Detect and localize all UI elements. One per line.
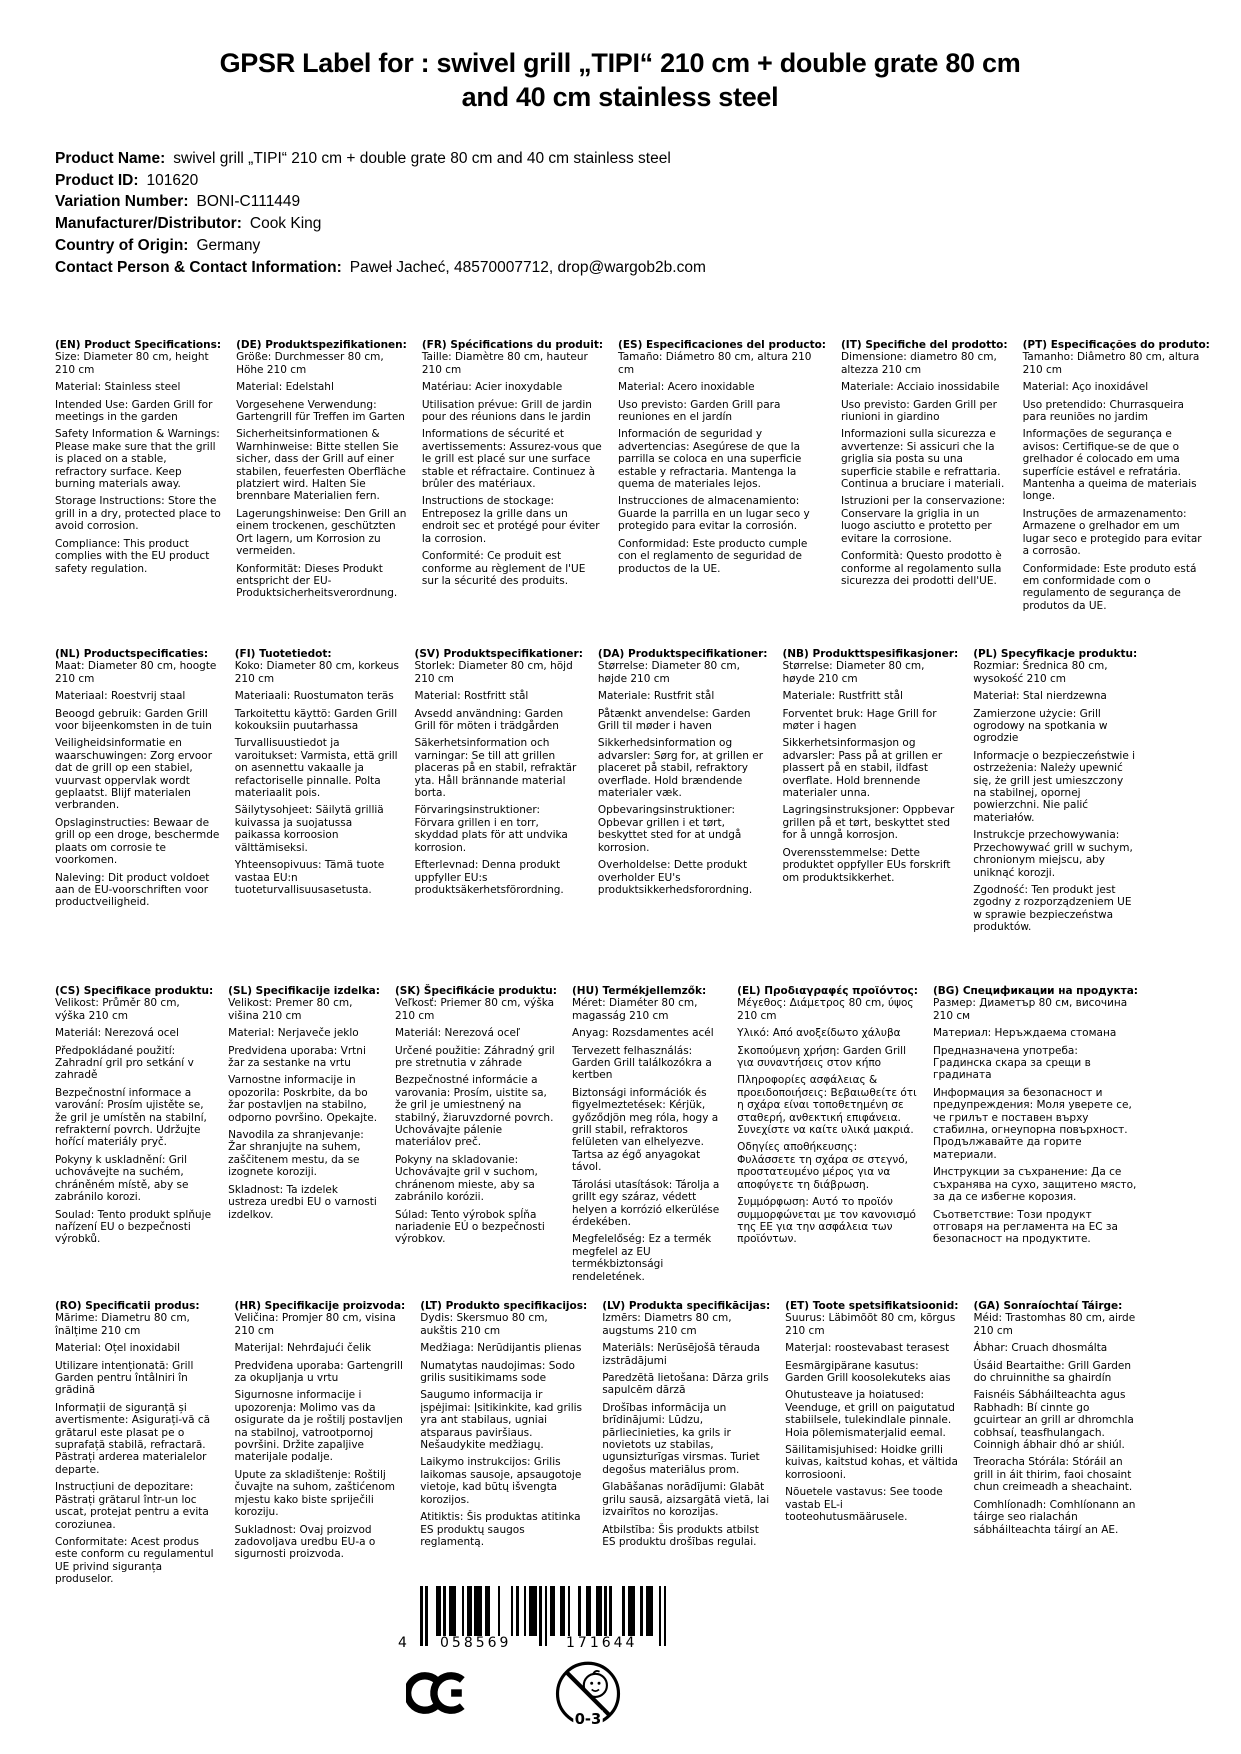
spec-paragraph: Säilytysohjeet: Säilytä grilliä kuivassa ja suojatussa paikassa korroosion välttämiseksi. xyxy=(234,804,384,854)
spec-paragraph: Veľkosť: Priemer 80 cm, výška 210 cm xyxy=(394,997,555,1022)
manufacturer-label: Manufacturer/Distributor: xyxy=(55,215,242,233)
spec-grid-row-1 xyxy=(55,339,1210,617)
spec-paragraph: Tamanho: Diâmetro 80 cm, altura 210 cm xyxy=(1022,351,1200,376)
spec-header-hr: (HR) Specifikacije proizvoda: xyxy=(234,1300,406,1312)
spec-paragraph: Sicherheitsinformationen & Warnhinweise: Bitte stellen Sie sicher, dass der Grill auf einer stabilen, feuerfesten Oberfläche platziert wird. Halten Sie brennbare Materialien fern. xyxy=(236,428,406,503)
spec-paragraph: Safety Information & Warnings: Please make sure that the grill is placed on a stable, refractory surface. Keep burning materials away. xyxy=(55,428,220,491)
spec-header-it: (IT) Specifiche del prodotto: xyxy=(841,339,1008,351)
spec-paragraph: Upute za skladištenje: Roštilj čuvajte na suhom, zaštićenom mjestu kako biste spriječili koroziju. xyxy=(234,1468,395,1519)
spec-cell-ga xyxy=(973,1300,1138,1591)
spec-header-fi: (FI) Tuotetiedot: xyxy=(234,648,332,660)
spec-paragraph: Yhteensopivuus: Tämä tuote vastaa EU:n tuoteturvallisuusasetusta. xyxy=(234,859,385,896)
spec-paragraph: Размер: Диаметър 80 см, височина 210 см xyxy=(932,997,1128,1022)
spec-header-cs: (CS) Specifikace produktu: xyxy=(55,985,214,997)
spec-paragraph: Drošības informācija un brīdinājumi: Lūdzu, pārliecinieties, ka grils ir novietots uz stabilas, ugunsizturīgas virsmas. Turiet degošus materiālus prom. xyxy=(602,1401,760,1476)
spec-cell-ro xyxy=(55,1300,220,1591)
spec-paragraph: Intended Use: Garden Grill for meetings in the garden xyxy=(55,398,213,424)
variation-number-label: Variation Number: xyxy=(55,193,189,211)
spec-paragraph: Υλικό: Από ανοξείδωτο χάλυβα xyxy=(737,1027,901,1040)
ce-mark-icon xyxy=(406,1668,470,1722)
country-of-origin-value: Germany xyxy=(196,236,261,254)
spec-paragraph: Instructions de stockage: Entreposez la grille dans un endroit sec et protégé pour éviter la corrosion. xyxy=(421,495,600,545)
spec-paragraph: Medžiaga: Nerūdijantis plienas xyxy=(420,1342,582,1355)
barcode-lead-digit: 4 xyxy=(398,1635,407,1651)
spec-header-es: (ES) Especificaciones del producto: xyxy=(618,339,826,351)
spec-paragraph: Utilisation prévue: Grill de jardin pour des réunions dans le jardin xyxy=(421,398,592,424)
spec-paragraph: Matériau: Acier inoxydable xyxy=(421,381,563,394)
spec-paragraph: Conformité: Ce produit est conforme au règlement de l'UE sur la sécurité des produits. xyxy=(421,550,586,587)
spec-paragraph: Συμμόρφωση: Αυτό το προϊόν συμμορφώνεται με τον κανονισμό της ΕΕ για την ασφάλεια των προϊόντων. xyxy=(737,1196,916,1246)
spec-paragraph: Pokyny na skladovanie: Uchovávajte gril v suchom, chránenom mieste, aby sa zabránilo korózii. xyxy=(394,1153,538,1204)
spec-paragraph: Numatytas naudojimas: Sodo grilis susitikimams sode xyxy=(420,1359,575,1385)
spec-cell-it xyxy=(841,339,1008,617)
spec-cell-fi xyxy=(235,648,400,939)
spec-paragraph: Skladnost: Ta izdelek ustreza uredbi EU o varnosti izdelkov. xyxy=(228,1183,377,1221)
spec-paragraph: Predvidena uporaba: Vrtni žar za sestanke na vrtu xyxy=(228,1044,366,1070)
spec-paragraph: Biztonsági információk és figyelmeztetések: Kérjük, győződjön meg róla, hogy a grill stabil, refraktoros felületen van elhelyezve. Tartsa az égő anyagokat távol. xyxy=(571,1086,719,1174)
spec-header-et: (ET) Toote spetsifikatsioonid: xyxy=(785,1300,959,1312)
spec-paragraph: Faisnéis Sábháilteachta agus Rabhadh: Bí cinnte go gcuirtear an grill ar dhromchla cobhsaí, teasfhulangach. Coinnigh ábhair dhó ar shiúl. xyxy=(973,1389,1134,1452)
spec-cell-nb xyxy=(782,648,958,939)
product-name-row xyxy=(55,148,1155,170)
spec-paragraph: Sigurnosne informacije i upozorenja: Molimo vas da osigurate da je roštilj postavljen na stabilnoj, vatrootpornoj površini. Držite zapaljive materijale podalje. xyxy=(234,1389,403,1464)
spec-paragraph: Materiaali: Ruostumaton teräs xyxy=(234,690,394,703)
spec-paragraph: Utilizare intenționată: Grill Garden pentru întâlniri în grădină xyxy=(55,1359,194,1397)
spec-paragraph: Glabāšanas norādījumi: Glabāt grilu sausā, aizsargātā vietā, lai izvairītos no korozijas. xyxy=(602,1481,770,1519)
spec-paragraph: Materiāls: Nerūsējošā tērauda izstrādājumi xyxy=(602,1342,761,1367)
spec-paragraph: Veiligheidsinformatie en waarschuwingen: Zorg ervoor dat de grill op een stabiel, vuurvast oppervlak wordt geplaatst. Blijf materialen verbranden. xyxy=(55,737,213,812)
spec-paragraph: Maat: Diameter 80 cm, hoogte 210 cm xyxy=(55,660,217,685)
spec-paragraph: Nõuetele vastavus: See toode vastab EL-i tooteohutusmäärusele. xyxy=(785,1486,943,1524)
spec-paragraph: Avsedd användning: Garden Grill för möten i trädgården xyxy=(414,707,564,733)
spec-cell-sv xyxy=(415,648,583,939)
spec-header-fr: (FR) Spécifications du produit: xyxy=(421,339,604,351)
spec-paragraph: Varnostne informacije in opozorila: Poskrbite, da bo žar postavljen na stabilno, odporno površino. Opekajte. xyxy=(228,1074,378,1124)
spec-paragraph: Storage Instructions: Store the grill in a dry, protected place to avoid corrosion. xyxy=(55,495,221,533)
spec-paragraph: Materiale: Acciaio inossidabile xyxy=(841,381,1000,394)
spec-paragraph: Méid: Trastomhas 80 cm, airde 210 cm xyxy=(973,1312,1136,1337)
spec-header-ro: (RO) Specificatii produs: xyxy=(55,1300,200,1312)
spec-paragraph: Opbevaringsinstruktioner: Opbevar grillen i et tørt, beskyttet sted for at undgå korrosion. xyxy=(597,804,742,854)
spec-paragraph: Material: Oțel inoxidabil xyxy=(55,1342,181,1355)
country-of-origin-row xyxy=(55,235,1155,257)
spec-cell-pl xyxy=(973,648,1138,939)
spec-paragraph: Material: Stainless steel xyxy=(55,381,181,394)
spec-paragraph: Ábhar: Cruach dhosmálta xyxy=(973,1342,1108,1355)
spec-paragraph: Materiaal: Roestvrij staal xyxy=(55,690,186,703)
spec-paragraph: Material: Nerjaveče jeklo xyxy=(228,1027,359,1040)
spec-paragraph: Материал: Неръждаема стомана xyxy=(932,1027,1117,1040)
spec-paragraph: Ohutusteave ja hoiatused: Veenduge, et grill on paigutatud stabiilsele, tulekindlale pinnale. Hoia põlemismaterjalid eemal. xyxy=(785,1389,955,1439)
spec-paragraph: Comhlíonadh: Comhlíonann an táirge seo rialachán sábháilteachta táirgí an AE. xyxy=(973,1498,1136,1536)
product-id-value: 101620 xyxy=(146,171,199,189)
product-id-label: Product ID: xyxy=(55,171,139,189)
spec-paragraph: Materiál: Nerezová ocel xyxy=(55,1027,179,1040)
spec-paragraph: Material: Rostfritt stål xyxy=(414,690,529,703)
spec-grid-row-4 xyxy=(55,1300,1138,1591)
spec-paragraph: Предназначена употреба: Градинска скара за срещи в градината xyxy=(932,1044,1091,1082)
spec-cell-da xyxy=(598,648,768,939)
spec-cell-cs xyxy=(55,985,213,1288)
age-warning-0-3-icon xyxy=(554,1658,622,1744)
spec-grid-row-3 xyxy=(55,985,1138,1288)
spec-paragraph: Conformidad: Este producto cumple con el reglamento de seguridad de productos de la UE. xyxy=(618,537,808,575)
spec-paragraph: Treoracha Stórála: Stóráil an grill in áit thirim, faoi chosaint chun creimeadh a sheachaint. xyxy=(973,1456,1133,1494)
spec-header-sl: (SL) Specifikacije izdelka: xyxy=(228,985,380,997)
spec-paragraph: Vorgesehene Verwendung: Gartengrill für Treffen im Garten xyxy=(236,398,405,424)
spec-header-sk: (SK) Špecifikácie produktu: xyxy=(394,985,557,997)
spec-cell-hu xyxy=(572,985,722,1288)
spec-paragraph: Materiale: Rustfrit stål xyxy=(597,690,715,703)
spec-paragraph: Bezpečnostní informace a varování: Prosím ujistěte se, že gril je umístěn na stabilní, refrakterní povrch. Udržujte hořící materiály pryč. xyxy=(55,1086,207,1149)
variation-number-row xyxy=(55,191,1155,213)
ean-barcode xyxy=(398,1586,667,1654)
spec-paragraph: Predviđena uporaba: Gartengrill za okupljanja u vrtu xyxy=(234,1359,403,1385)
spec-paragraph: Konformität: Dieses Produkt entspricht der EU-Produktsicherheitsverordnung. xyxy=(236,562,398,600)
spec-paragraph: Opslaginstructies: Bewaar de grill op een droge, beschermde plaats om corrosie te voorkomen. xyxy=(55,816,220,867)
spec-paragraph: Tamaño: Diámetro 80 cm, altura 210 cm xyxy=(618,351,812,376)
spec-cell-nl xyxy=(55,648,220,939)
spec-cell-sl xyxy=(228,985,380,1288)
spec-paragraph: Materiał: Stal nierdzewna xyxy=(973,690,1107,703)
spec-paragraph: Uso pretendido: Churrasqueira para reuniões no jardim xyxy=(1022,398,1184,424)
spec-paragraph: Atbilstība: Šis produkts atbilst ES produktu drošības regulai. xyxy=(602,1523,759,1548)
spec-paragraph: Zgodność: Ten produkt jest zgodny z rozporządzeniem UE w sprawie bezpieczeństwa produktów. xyxy=(973,883,1132,934)
spec-paragraph: Zamierzone użycie: Grill ogrodowy na spotkania w ogrodzie xyxy=(973,707,1108,745)
spec-paragraph: Σκοπούμενη χρήση: Garden Grill για συναντήσεις στον κήπο xyxy=(737,1044,907,1070)
spec-paragraph: Rozmiar: Średnica 80 cm, wysokość 210 cm xyxy=(973,660,1108,685)
spec-cell-pt xyxy=(1023,339,1210,617)
contact-label: Contact Person & Contact Information: xyxy=(55,258,342,276)
spec-paragraph: Instrucțiuni de depozitare: Păstrați grătarul într-un loc uscat, protejat pentru a evita coroziunea. xyxy=(55,1481,209,1531)
spec-paragraph: Sikkerhedsinformation og advarsler: Sørg for, at grillen er placeret på stabil, refraktory overflade. Hold brændende materialer væk. xyxy=(597,737,764,800)
spec-paragraph: Informacje o bezpieczeństwie i ostrzeżenia: Należy upewnić się, że grill jest umieszczony na stabilnej, opornej powierzchni. Nie palić materiałów. xyxy=(973,749,1136,824)
spec-header-nb: (NB) Produkttspesifikasjoner: xyxy=(782,648,959,660)
spec-paragraph: Materijal: Nehrđajući čelik xyxy=(234,1342,372,1355)
spec-paragraph: Tárolási utasítások: Tárolja a grillt egy száraz, védett helyen a korrózió elkerülése érdekében. xyxy=(571,1178,720,1228)
spec-paragraph: Materiale: Rustfritt stål xyxy=(782,690,903,703)
page-title-line2: and 40 cm stainless steel xyxy=(461,82,779,112)
spec-paragraph: Uso previsto: Garden Grill para reuniones en el jardín xyxy=(618,398,781,424)
barcode-digits-group2: 171644 xyxy=(566,1635,638,1651)
spec-paragraph: Forventet bruk: Hage Grill for møter i hagen xyxy=(782,707,937,733)
spec-cell-es xyxy=(618,339,826,617)
spec-paragraph: Größe: Durchmesser 80 cm, Höhe 210 cm xyxy=(236,351,384,376)
product-id-row xyxy=(55,170,1155,192)
spec-header-pt: (PT) Especificações do produto: xyxy=(1022,339,1210,351)
spec-paragraph: Saugumo informacija ir įspėjimai: Įsitikinkite, kad grilis yra ant stabilaus, ugniai atsparaus paviršiaus. Nešaudykite medžiagų. xyxy=(420,1389,582,1452)
spec-paragraph: Pokyny k uskladnění: Gril uchovávejte na suchém, chráněném místě, aby se zabránilo korozi. xyxy=(55,1153,189,1204)
spec-paragraph: Πληροφορίες ασφάλειας & προειδοποιήσεις: Βεβαιωθείτε ότι η σχάρα είναι τοποθετημένη σε σταθερή, ανθεκτική επιφάνεια. Συνεχίστε να καίτε υλικά μακριά. xyxy=(737,1074,917,1137)
spec-paragraph: Efterlevnad: Denna produkt uppfyller EU:s produktsäkerhetsförordning. xyxy=(414,859,564,896)
spec-cell-bg xyxy=(933,985,1138,1288)
age-warning-text: 0-3 xyxy=(574,1711,602,1729)
spec-paragraph: Förvaringsinstruktioner: Förvara grillen i en torr, skyddad plats för att undvika korrosion. xyxy=(414,804,568,854)
spec-paragraph: Informații de siguranță și avertismente: Asigurați-vă că grătarul este plasat pe o suprafață stabilă, refractară. Păstrați arderea materialelor departe. xyxy=(55,1401,211,1476)
spec-cell-hr xyxy=(235,1300,406,1591)
spec-paragraph: Инструкции за съхранение: Да се съхранява на сухо, защитено място, за да се избегне корозия. xyxy=(932,1166,1137,1204)
spec-paragraph: Informazioni sulla sicurezza e avvertenze: Si assicuri che la griglia sia posta su una superficie stabile e refrattaria. Continua a bruciare i materiali. xyxy=(841,428,1005,491)
contact-row xyxy=(55,257,1155,279)
spec-paragraph: Dydis: Skersmuo 80 cm, aukštis 210 cm xyxy=(420,1312,548,1337)
spec-paragraph: Material: Aço inoxidável xyxy=(1022,381,1149,394)
spec-cell-lv xyxy=(602,1300,770,1591)
spec-header-en: (EN) Product Specifications: xyxy=(55,339,222,351)
manufacturer-row xyxy=(55,213,1155,235)
spec-header-el: (EL) Προδιαγραφές προϊόντος: xyxy=(737,985,918,997)
spec-paragraph: Informações de segurança e avisos: Certifique-se de que o grelhador é colocado em uma superfície estável e refratária. Mantenha a queima de materiais longe. xyxy=(1022,428,1197,503)
spec-cell-fr xyxy=(422,339,603,617)
spec-paragraph: Úsáid Beartaithe: Grill Garden do chruinnithe sa ghairdín xyxy=(973,1359,1131,1385)
spec-paragraph: Materjal: roostevabast terasest xyxy=(785,1342,950,1355)
spec-paragraph: Съответствие: Този продукт отговаря на регламента на ЕС за безопасност на продуктите. xyxy=(932,1208,1118,1246)
spec-paragraph: Uso previsto: Garden Grill per riunioni in giardino xyxy=(841,398,997,424)
spec-header-nl: (NL) Productspecificaties: xyxy=(55,648,209,660)
spec-header-sv: (SV) Produktspecifikationer: xyxy=(414,648,583,660)
country-of-origin-label: Country of Origin: xyxy=(55,236,189,254)
spec-paragraph: Určené použitie: Záhradný gril pre stretnutia v záhrade xyxy=(394,1044,555,1070)
manufacturer-value: Cook King xyxy=(249,215,322,233)
spec-paragraph: Istruzioni per la conservazione: Conservare la griglia in un luogo asciutto e protetto per evitare la corrosione. xyxy=(841,495,1006,545)
variation-number-value: BONI-C111449 xyxy=(196,193,301,211)
spec-paragraph: Laikymo instrukcijos: Grilis laikomas sausoje, apsaugotoje vietoje, kad būtų išvengta korozijos. xyxy=(420,1456,582,1506)
spec-paragraph: Storlek: Diameter 80 cm, höjd 210 cm xyxy=(414,660,573,685)
spec-paragraph: Paredzētā lietošana: Dārza grils sapulcēm dārzā xyxy=(602,1372,769,1397)
spec-paragraph: Conformitate: Acest produs este conform cu regulamentul UE privind siguranța produselor. xyxy=(55,1535,214,1586)
spec-paragraph: Suurus: Läbimõõt 80 cm, kõrgus 210 cm xyxy=(785,1312,956,1337)
spec-header-hu: (HU) Termékjellemzők: xyxy=(571,985,707,997)
spec-paragraph: Velikost: Premer 80 cm, višina 210 cm xyxy=(228,997,353,1022)
spec-paragraph: Mărime: Diametru 80 cm, înălțime 210 cm xyxy=(55,1312,190,1337)
spec-paragraph: Naleving: Dit product voldoet aan de EU-voorschriften voor productveiligheid. xyxy=(55,871,210,909)
spec-header-lv: (LV) Produkta specifikācijas: xyxy=(602,1300,771,1312)
spec-paragraph: Tarkoitettu käyttö: Garden Grill kokouksiin puutarhassa xyxy=(234,707,398,733)
spec-cell-en xyxy=(55,339,221,617)
spec-paragraph: Size: Diameter 80 cm, height 210 cm xyxy=(55,351,209,376)
spec-header-bg: (BG) Спецификации на продукта: xyxy=(932,985,1138,997)
spec-cell-de xyxy=(236,339,407,617)
product-info-block xyxy=(55,148,1155,278)
spec-cell-lt xyxy=(420,1300,587,1591)
spec-paragraph: Eesmärgipärane kasutus: Garden Grill koosolekuteks aias xyxy=(785,1359,951,1385)
spec-grid-row-2 xyxy=(55,648,1138,939)
contact-value: Paweł Jacheć, 48570007712, drop@wargob2b.com xyxy=(349,258,706,276)
spec-paragraph: Anyag: Rozsdamentes acél xyxy=(571,1027,714,1040)
spec-cell-el xyxy=(737,985,918,1288)
spec-paragraph: Předpokládané použití: Zahradní gril pro setkání v zahradě xyxy=(55,1044,194,1082)
spec-header-de: (DE) Produktspezifikationen: xyxy=(236,339,407,351)
barcode-digits-group1: 058569 xyxy=(440,1635,512,1651)
spec-paragraph: Veličina: Promjer 80 cm, visina 210 cm xyxy=(234,1312,396,1337)
spec-paragraph: Sikkerhetsinformasjon og advarsler: Pass på at grillen er plassert på en stabil, ildfast overflate. Hold brennende materialer unna. xyxy=(782,737,943,800)
spec-paragraph: Velikost: Průměr 80 cm, výška 210 cm xyxy=(55,997,180,1022)
spec-paragraph: Navodila za shranjevanje: Žar shranjujte na suhem, zaščitenem mestu, da se izognete koroziji. xyxy=(228,1129,364,1179)
spec-paragraph: Μέγεθος: Διάμετρος 80 cm, ύψος 210 cm xyxy=(737,997,914,1022)
spec-paragraph: Instruções de armazenamento: Armazene o grelhador em um lugar seco e protegido para evitar a corrosão. xyxy=(1022,507,1202,558)
spec-paragraph: Информация за безопасност и предупреждения: Моля уверете се, че грилът е поставен върху стабилна, огнеупорна повърхност. Продължавайте да горите материали. xyxy=(932,1086,1132,1161)
spec-paragraph: Información de seguridad y advertencias: Asegúrese de que la parrilla se coloca en una superficie estable y refractaria. Mantenga la quema de materiales lejos. xyxy=(618,428,802,491)
spec-paragraph: Säkerhetsinformation och varningar: Se till att grillen placeras på en stabil, refraktär yta. Håll brännande material borta. xyxy=(414,737,577,800)
spec-paragraph: Compliance: This product complies with the EU product safety regulation. xyxy=(55,537,210,575)
spec-paragraph: Material: Edelstahl xyxy=(236,381,334,394)
spec-paragraph: Taille: Diamètre 80 cm, hauteur 210 cm xyxy=(421,351,588,376)
spec-paragraph: Lagerungshinweise: Den Grill an einem trockenen, geschützten Ort lagern, um Korrosion zu vermeiden. xyxy=(236,507,407,558)
spec-paragraph: Størrelse: Diameter 80 cm, høyde 210 cm xyxy=(782,660,925,685)
spec-paragraph: Størrelse: Diameter 80 cm, højde 210 cm xyxy=(597,660,740,685)
spec-paragraph: Bezpečnostné informácie a varovania: Prosím, uistite sa, že gril je umiestnený na stabilný, žiaruvzdorné povrch. Uchovávajte pálenie materiálov preč. xyxy=(394,1074,554,1149)
spec-paragraph: Säilitamisjuhised: Hoidke grilli kuivas, kaitstud kohas, et vältida korrosiooni. xyxy=(785,1444,958,1481)
spec-header-lt: (LT) Produkto specifikacijos: xyxy=(420,1300,588,1312)
spec-paragraph: Instrucciones de almacenamiento: Guarde la parrilla en un lugar seco y protegido para evitar la corrosión. xyxy=(618,495,810,533)
page-title xyxy=(150,46,1090,114)
spec-header-ga: (GA) Sonraíochtaí Táirge: xyxy=(973,1300,1123,1312)
spec-paragraph: Méret: Diaméter 80 cm, magasság 210 cm xyxy=(571,997,698,1022)
spec-paragraph: Overholdelse: Dette produkt overholder EU's produktsikkerhedsforordning. xyxy=(597,859,753,896)
spec-paragraph: Tervezett felhasználás: Garden Grill találkozókra a kertben xyxy=(571,1044,712,1082)
spec-paragraph: Sukladnost: Ovaj proizvod zadovoljava uredbu EU-a o sigurnosti proizvoda. xyxy=(234,1523,376,1561)
spec-paragraph: Turvallisuustiedot ja varoitukset: Varmista, että grill on asennettu vakaalle ja refactoriselle pinnalle. Polta materiaalit pois. xyxy=(234,737,398,800)
spec-header-da: (DA) Produktspecifikationer: xyxy=(597,648,768,660)
spec-paragraph: Påtænkt anvendelse: Garden Grill til møder i haven xyxy=(597,707,751,733)
spec-paragraph: Conformità: Questo prodotto è conforme al regolamento sulla sicurezza dei prodotti dell'UE. xyxy=(841,550,1002,587)
product-name-label: Product Name: xyxy=(55,150,166,167)
page-title-line1: GPSR Label for : swivel grill „TIPI“ 210 cm + double grate 80 cm xyxy=(219,48,1021,78)
spec-paragraph: Súlad: Tento výrobok spĺňa nariadenie EÚ o bezpečnosti výrobkov. xyxy=(394,1208,545,1246)
barcode-module xyxy=(664,1586,667,1646)
spec-paragraph: Megfelelőség: Ez a termék megfelel az EU termékbiztonsági rendeletének. xyxy=(571,1233,712,1283)
spec-paragraph: Overensstemmelse: Dette produktet oppfyller EUs forskrift om produktsikkerhet. xyxy=(782,846,951,884)
spec-paragraph: Lagringsinstruksjoner: Oppbevar grillen på et tørt, beskyttet sted for å unngå korrosjon. xyxy=(782,804,955,842)
spec-paragraph: Izmērs: Diametrs 80 cm, augstums 210 cm xyxy=(602,1312,732,1337)
spec-header-pl: (PL) Specyfikacje produktu: xyxy=(973,648,1138,660)
spec-paragraph: Beoogd gebruik: Garden Grill voor bijeenkomsten in de tuin xyxy=(55,707,212,733)
spec-paragraph: Materiál: Nerezová oceľ xyxy=(394,1027,520,1040)
spec-paragraph: Koko: Diameter 80 cm, korkeus 210 cm xyxy=(234,660,400,685)
product-name-value: swivel grill „TIPI“ 210 cm + double grate 80 cm and 40 cm stainless steel xyxy=(173,150,671,167)
spec-paragraph: Atitiktis: Šis produktas atitinka ES produktų saugos reglamentą. xyxy=(420,1511,581,1548)
spec-paragraph: Conformidade: Este produto está em conformidade com o regulamento de segurança de produtos da UE. xyxy=(1022,562,1197,612)
spec-paragraph: Dimensione: diametro 80 cm, altezza 210 cm xyxy=(841,351,997,376)
spec-paragraph: Soulad: Tento produkt splňuje nařízení EU o bezpečnosti výrobků. xyxy=(55,1208,212,1246)
spec-paragraph: Informations de sécurité et avertissements: Assurez-vous que le grill est placé sur une surface stable et réfractaire. Continuez à brûler des matériaux. xyxy=(421,428,602,491)
spec-cell-sk xyxy=(395,985,557,1288)
spec-paragraph: Material: Acero inoxidable xyxy=(618,381,755,394)
spec-paragraph: Οδηγίες αποθήκευσης: Φυλάσσετε τη σχάρα σε στεγνό, προστατευμένο μέρος για να αποφύγετε τη διάβρωση. xyxy=(737,1141,908,1191)
spec-cell-et xyxy=(785,1300,958,1591)
spec-paragraph: Instrukcje przechowywania: Przechowywać grill w suchym, chronionym miejscu, aby uniknąć korozji. xyxy=(973,829,1133,879)
